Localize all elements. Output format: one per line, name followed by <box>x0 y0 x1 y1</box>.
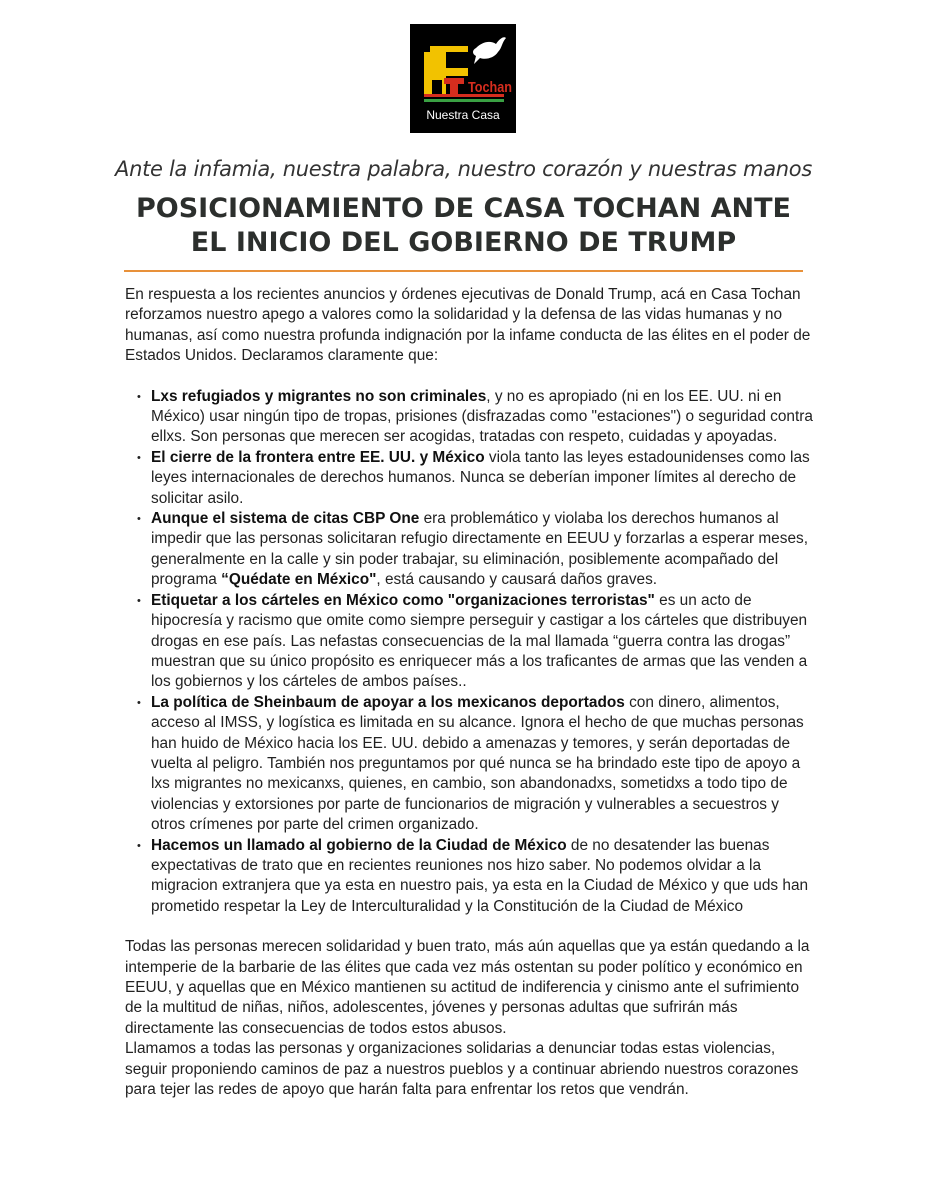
list-item-lead: Hacemos un llamado al gobierno de la Ciudad de México <box>151 836 567 854</box>
list-item-text-end: , está causando y causará daños graves. <box>376 571 658 589</box>
declaration-list <box>125 387 815 918</box>
list-item-text: viola tanto las leyes estadounidenses como las leyes internacionales de derechos humanos. Nunca se deberían imponer límites al derecho de solicitar asilo. <box>151 448 810 507</box>
list-item <box>151 448 815 509</box>
logo-house-roof <box>430 46 468 52</box>
list-item-lead: La política de Sheinbaum de apoyar a los mexicanos deportados <box>151 693 625 711</box>
list-item-lead: Etiquetar a los cárteles en México como "organizaciones terroristas" <box>151 591 655 609</box>
list-item-program-name: “Quédate en México" <box>221 571 377 589</box>
logo-house-band <box>424 68 468 76</box>
list-item <box>151 591 815 693</box>
logo-graphic <box>410 24 516 133</box>
list-item <box>151 387 815 448</box>
list-item <box>151 693 815 836</box>
list-item-text: era problemático y violaba los derechos humanos al impedir que las personas solicitaran refugio directamente en EEUU y forzarlas a esperar meses, generalmente en la calle y sin poder trabajar, su eliminación, posiblemente acompañado del programa <box>151 510 808 589</box>
logo-green-stripe <box>424 99 504 102</box>
list-item-text: con dinero, alimentos, acceso al IMSS, y logística es limitada en su alcance. Ignora el hecho de que muchas personas han huido de México hacia los EE. UU. debido a amenazas y temores, y serán deportadas de vuelta al peligro. También nos preguntamos por qué nunca se ha brindado este tipo de apoyo a lxs migrantes no mexicanxs, quienes, en cambio, son abandonadxs, sometidxs a todo tipo de violencias y extorsiones por parte de funcionarios de migración y vulnerables a secuestros y otros crímenes por parte del crimen organizado. <box>151 693 804 834</box>
title-line-2: EL INICIO DEL GOBIERNO DE TRUMP <box>190 227 737 258</box>
intro-paragraph: En respuesta a los recientes anuncios y órdenes ejecutivas de Donald Trump, acá en Casa Tochan reforzamos nuestro apego a valores como la solidaridad y la defensa de las vidas humanas y no humanas, así como nuestra profunda indignación por la infame conducta de las élites en el poder de Estados Unidos. Declaramos claramente que: <box>125 286 811 365</box>
casa-tochan-logo <box>410 24 516 133</box>
logo-house-door <box>432 80 442 96</box>
logo-tagline: Nuestra Casa <box>426 108 500 122</box>
document-subtitle: Ante la infamia, nuestra palabra, nuestro corazón y nuestras manos <box>115 157 812 181</box>
document-body <box>125 285 815 1100</box>
title-divider <box>124 270 803 272</box>
list-item <box>151 836 815 918</box>
list-item-text: es un acto de hipocresía y racismo que omite como siempre perseguir y castigar a los cárteles que distribuyen drogas en ese país. Las nefastas consecuencias de la mal llamada “guerra contra las drogas” muestran que su único propósito es enriquecer más a los traficantes de armas que las venden a los gobiernos y los cárteles de ambos países.. <box>151 591 808 691</box>
logo-name-text: Tochan <box>468 79 512 96</box>
list-item-lead: Lxs refugiados y migrantes no son criminales <box>151 387 487 405</box>
list-item-text: , y no es apropiado (ni en los EE. UU. ni en México) usar ningún tipo de tropas, prisiones (disfrazadas como "estaciones") o seguridad contra ellxs. Son personas que merecen ser acogidas, tratadas con respeto, cuidadas y apoyadas. <box>151 387 813 446</box>
list-item-text: de no desatender las buenas expectativas de trato que en recientes reuniones nos hizo saber. No podemos olvidar a la migracion extranjera que ya esta en nuestro pais, ya esta en la Ciudad de México y que uds han prometido respetar la Ley de Interculturalidad y la Constitución de la Ciudad de México <box>151 836 809 915</box>
closing-paragraph-2: Llamamos a todas las personas y organizaciones solidarias a denunciar todas estas violencias, seguir proponiendo caminos de paz a nuestros pueblos y a continuar abriendo nuestros corazones para tejer las redes de apoyo que harán falta para enfrentar los retos que vendrán. <box>125 1040 799 1099</box>
list-item-lead: Aunque el sistema de citas CBP One <box>151 510 420 528</box>
closing-paragraph-1: Todas las personas merecen solidaridad y buen trato, más aún aquellas que ya están quedando a la intemperie de la barbarie de las élites que cada vez más ostentan su poder político y económico en EEUU, y aquellas que en México mantienen su actitud de indiferencia y cinismo ante el sufrimiento de la multitud de niñas, niños, adolescentes, jóvenes y personas adultas que sufrirán más directamente las consecuencias de todos estos abusos. <box>125 938 810 1037</box>
document-title <box>0 192 927 260</box>
logo-red-t-stem <box>450 78 458 96</box>
dove-icon <box>473 37 506 64</box>
list-item-lead: El cierre de la frontera entre EE. UU. y México <box>151 448 485 466</box>
title-line-1: POSICIONAMIENTO DE CASA TOCHAN ANTE <box>135 193 791 224</box>
list-item <box>151 509 815 591</box>
